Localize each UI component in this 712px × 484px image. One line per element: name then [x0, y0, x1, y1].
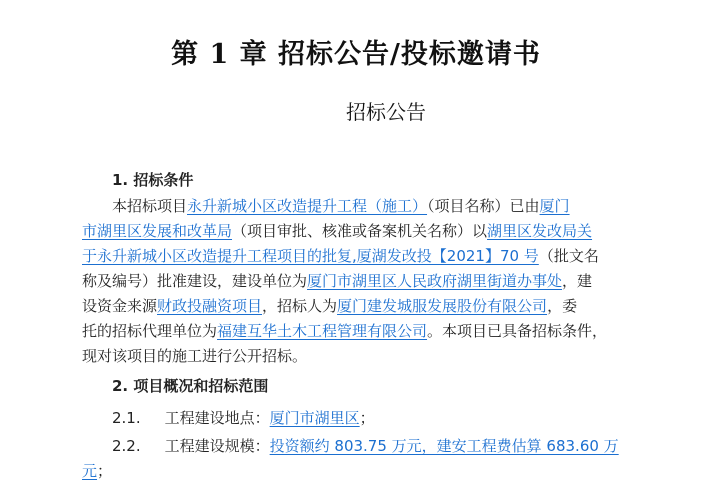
text-span: ；	[97, 462, 113, 480]
paragraph-line	[82, 461, 112, 481]
text-span: 。本项目已具备招标条件，	[427, 322, 608, 340]
text-span: 托的招标代理单位为	[82, 322, 218, 340]
text-span: 本招标项目	[112, 197, 188, 215]
text-span: （项目名称）已由	[427, 197, 540, 215]
paragraph-line	[82, 296, 577, 316]
paragraph-line	[112, 196, 570, 216]
approver-field: 厦门	[539, 197, 570, 215]
paragraph-line	[82, 221, 592, 241]
text-span: ，建	[562, 272, 593, 290]
item-2-2	[112, 436, 619, 456]
text-span: （批文名	[538, 247, 599, 265]
text-span: 称及编号）批准建设，建设单位为	[82, 272, 308, 290]
chapter-title: 第 1 章 招标公告/投标邀请书	[171, 39, 541, 70]
text-span: ，委	[547, 297, 578, 315]
notice-title: 招标公告	[346, 100, 426, 124]
approval-doc-field: 湖里区发改局关	[487, 222, 593, 240]
paragraph-line	[82, 346, 307, 366]
item-label: 工程建设地点：	[164, 409, 270, 427]
scale-field: 投资额约 803.75 万元，建安工程费估算 683.60 万	[269, 437, 619, 455]
paragraph-line	[82, 271, 592, 291]
paragraph-line	[82, 321, 607, 341]
site-location-field: 厦门市湖里区	[269, 409, 360, 427]
text-span: 设资金来源	[82, 297, 158, 315]
text-span: ，招标人为	[262, 297, 338, 315]
approver-field: 市湖里区发展和改革局	[82, 222, 233, 240]
item-number: 2.2.	[112, 437, 141, 455]
project-name-field: 永升新城小区改造提升工程（施工）	[187, 197, 428, 215]
item-2-1	[112, 408, 375, 428]
tenderer-field: 厦门建发城服发展股份有限公司	[337, 297, 548, 315]
section-heading-1: 1. 招标条件	[112, 171, 194, 189]
item-label: 工程建设规模：	[164, 437, 270, 455]
scale-field: 元	[82, 462, 98, 480]
text-span: 现对该项目的施工进行公开招标。	[82, 347, 308, 365]
agent-field: 福建互华土木工程管理有限公司	[217, 322, 428, 340]
text-span: ；	[359, 409, 375, 427]
section-heading-2: 2. 项目概况和招标范围	[112, 377, 269, 395]
text-span: （项目审批、核准或备案机关名称）以	[232, 222, 488, 240]
item-number: 2.1.	[112, 409, 141, 427]
approval-doc-field: 于永升新城小区改造提升工程项目的批复,厦湖发改投【2021】70 号	[82, 247, 539, 265]
paragraph-line	[82, 246, 599, 266]
owner-field: 厦门市湖里区人民政府湖里街道办事处	[307, 272, 563, 290]
fund-source-field: 财政投融资项目	[157, 297, 263, 315]
